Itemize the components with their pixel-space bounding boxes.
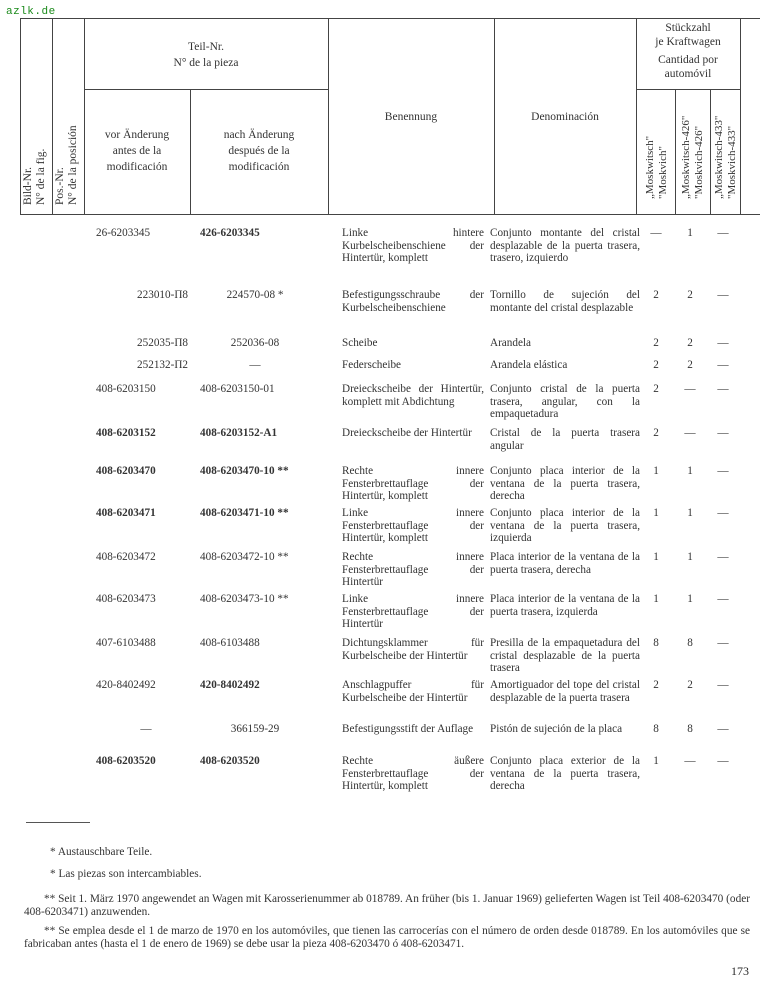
qty-moskwitsch: 1 <box>653 593 659 605</box>
footnote-rule <box>26 822 90 823</box>
benennung-cell: Rechte innere Fensterbrettauflage der Hintertür, komplett <box>342 465 484 502</box>
part-number-before: 223010-П8 <box>137 289 188 301</box>
denominacion-header: Denominación <box>531 111 599 123</box>
benennung-cell: Dreieckscheibe der Hintertür <box>342 427 472 439</box>
part-number-after: 408-6203150-01 <box>200 383 275 395</box>
qty-433: — <box>717 227 729 239</box>
part-number-after: 408-6203473-10 ** <box>200 593 289 605</box>
bild-nr-header: Bild-Nr. N° de la fig. <box>22 148 47 205</box>
part-number-after: 408-6203520 <box>200 755 260 767</box>
qty-426: 2 <box>687 289 693 301</box>
part-number-before: 408-6203471 <box>96 507 156 519</box>
part-number-before: 408-6203472 <box>96 551 156 563</box>
qty-433: — <box>717 551 729 563</box>
part-number-after: 408-6203472-10 ** <box>200 551 289 563</box>
qty-433: — <box>717 755 729 767</box>
denominacion-cell: Cristal de la puerta trasera angular <box>490 427 640 452</box>
qty-426: 8 <box>687 637 693 649</box>
stueckzahl-header: Stückzahl je Kraftwagen Cantidad por automóvil <box>655 22 721 80</box>
footnote-1-es: * Las piezas son intercambiables. <box>50 868 202 880</box>
part-number-after: 408-6203471-10 ** <box>200 507 289 519</box>
qty-moskwitsch: 2 <box>653 427 659 439</box>
qty-moskwitsch: 8 <box>653 637 659 649</box>
part-number-after: — <box>249 359 261 371</box>
qty-433: — <box>717 593 729 605</box>
model-426-header: „Moskwitsch-426" "Moskvich-426" <box>680 115 705 199</box>
qty-433: — <box>717 359 729 371</box>
benennung-cell: Befestigungsschraube der Kurbelscheibenschiene <box>342 289 484 314</box>
part-number-before: 420-8402492 <box>96 679 156 691</box>
qty-426: 2 <box>687 337 693 349</box>
benennung-cell: Dreieckscheibe der Hintertür, komplett mit Abdichtung <box>342 383 484 408</box>
denominacion-cell: Presilla de la empaquetadura del cristal desplazable de la puerta trasera <box>490 637 640 674</box>
qty-moskwitsch: 2 <box>653 289 659 301</box>
denominacion-cell: Conjunto placa exterior de la ventana de la puerta trasera, derecha <box>490 755 640 792</box>
qty-moskwitsch: 2 <box>653 679 659 691</box>
part-number-before: 408-6203152 <box>96 427 156 439</box>
part-number-before: 408-6203150 <box>96 383 156 395</box>
benennung-cell: Dichtungsklammer für Kurbelscheibe der Hintertür <box>342 637 484 662</box>
qty-426: 2 <box>687 359 693 371</box>
denominacion-cell: Conjunto cristal de la puerta trasera, angular, con la empaquetadura <box>490 383 640 420</box>
part-number-before: 408-6203473 <box>96 593 156 605</box>
part-number-after: 408-6103488 <box>200 637 260 649</box>
table-body <box>20 227 760 827</box>
benennung-cell: Anschlagpuffer für Kurbelscheibe der Hintertür <box>342 679 484 704</box>
benennung-cell: Rechte äußere Fensterbrettauflage der Hintertür, komplett <box>342 755 484 792</box>
denominacion-cell: Tornillo de sujeción del montante del cristal desplazable <box>490 289 640 314</box>
nach-aenderung-header: nach Änderung después de la modificación <box>223 129 295 173</box>
part-number-after: 420-8402492 <box>200 679 260 691</box>
model-moskwitsch-header: „Moskwitsch" "Moskvich" <box>644 135 669 199</box>
part-number-after: 408-6203152-A1 <box>200 427 278 439</box>
qty-426: 1 <box>687 551 693 563</box>
qty-433: — <box>717 637 729 649</box>
qty-426: 1 <box>687 507 693 519</box>
qty-426: 1 <box>687 593 693 605</box>
benennung-cell: Linke innere Fensterbrettauflage der Hintertür <box>342 593 484 630</box>
part-number-before: — <box>140 723 152 735</box>
qty-433: — <box>717 723 729 735</box>
denominacion-cell: Arandela elástica <box>490 359 568 371</box>
part-number-before: 407-6103488 <box>96 637 156 649</box>
qty-433: — <box>717 289 729 301</box>
benennung-cell: Rechte innere Fensterbrettauflage der Hintertür <box>342 551 484 588</box>
page-number: 173 <box>731 964 749 978</box>
benennung-cell: Linke hintere Kurbelscheibenschiene der Hintertür, komplett <box>342 227 484 264</box>
part-number-after: 408-6203470-10 ** <box>200 465 289 477</box>
qty-433: — <box>717 465 729 477</box>
footnote-2-es: ** Se emplea desde el 1 de marzo de 1970 en los automóviles, que tienen las carrocerías con el número de orden desde 018789. En los automóviles que se fabricaban antes (hasta el 1 de enero de 1969) se debe usar la pieza 408-6203470 ó 408-6203471. <box>24 925 750 950</box>
part-number-before: 26-6203345 <box>96 227 151 239</box>
denominacion-cell: Conjunto placa interior de la ventana de la puerta trasera, derecha <box>490 465 640 502</box>
part-number-before: 252035-П8 <box>137 337 188 349</box>
qty-426: 1 <box>687 465 693 477</box>
teil-nr-header: Teil-Nr. N° de la pieza <box>173 41 239 69</box>
qty-433: — <box>717 427 729 439</box>
qty-433: — <box>717 383 729 395</box>
benennung-cell: Federscheibe <box>342 359 402 371</box>
qty-426: 2 <box>687 679 693 691</box>
part-number-after: 224570-08 * <box>226 289 284 301</box>
part-number-after: 366159-29 <box>230 723 280 735</box>
part-number-after: 252036-08 <box>230 337 280 349</box>
qty-moskwitsch: — <box>650 227 662 239</box>
denominacion-cell: Conjunto placa interior de la ventana de la puerta trasera, izquierda <box>490 507 640 544</box>
qty-426: — <box>684 383 696 395</box>
qty-433: — <box>717 337 729 349</box>
denominacion-cell: Conjunto montante del cristal desplazable de la puerta trasera, trasero, izquierdo <box>490 227 640 264</box>
table-header <box>20 18 760 215</box>
part-number-before: 408-6203470 <box>96 465 156 477</box>
qty-433: — <box>717 679 729 691</box>
qty-426: 1 <box>687 227 693 239</box>
qty-moskwitsch: 1 <box>653 755 659 767</box>
denominacion-cell: Pistón de sujeción de la placa <box>490 723 623 735</box>
denominacion-cell: Placa interior de la ventana de la puerta trasera, derecha <box>490 551 640 576</box>
qty-moskwitsch: 2 <box>653 383 659 395</box>
qty-426: — <box>684 427 696 439</box>
model-433-header: „Moskwitsch-433" "Moskvich-433" <box>713 115 738 199</box>
vor-aenderung-header: vor Änderung antes de la modificación <box>104 129 170 173</box>
benennung-cell: Linke innere Fensterbrettauflage der Hintertür, komplett <box>342 507 484 544</box>
qty-moskwitsch: 2 <box>653 337 659 349</box>
part-number-before: 408-6203520 <box>96 755 156 767</box>
watermark: azlk.de <box>6 6 56 18</box>
qty-426: 8 <box>687 723 693 735</box>
qty-433: — <box>717 507 729 519</box>
parts-table <box>20 18 760 827</box>
part-number-after: 426-6203345 <box>200 227 260 239</box>
denominacion-cell: Placa interior de la ventana de la puerta trasera, izquierda <box>490 593 640 618</box>
footnote-2-de: ** Seit 1. März 1970 angewendet an Wagen mit Karosserienummer ab 018789. An früher (bis 1. Januar 1969) gelieferten Wagen ist Teil 408-6203470 (oder 408-6203471) anzuwenden. <box>24 893 750 918</box>
denominacion-cell: Arandela <box>490 337 531 349</box>
qty-moskwitsch: 1 <box>653 465 659 477</box>
qty-426: — <box>684 755 696 767</box>
qty-moskwitsch: 2 <box>653 359 659 371</box>
footnote-1-de: * Austauschbare Teile. <box>50 846 153 858</box>
pos-nr-header: Pos.-Nr. N° de la posición <box>54 125 79 205</box>
qty-moskwitsch: 8 <box>653 723 659 735</box>
qty-moskwitsch: 1 <box>653 551 659 563</box>
benennung-header: Benennung <box>384 111 438 123</box>
benennung-cell: Befestigungsstift der Auflage <box>342 723 474 735</box>
part-number-before: 252132-П2 <box>137 359 188 371</box>
denominacion-cell: Amortiguador del tope del cristal desplazable de la puerta trasera <box>490 679 640 704</box>
qty-moskwitsch: 1 <box>653 507 659 519</box>
benennung-cell: Scheibe <box>342 337 378 349</box>
